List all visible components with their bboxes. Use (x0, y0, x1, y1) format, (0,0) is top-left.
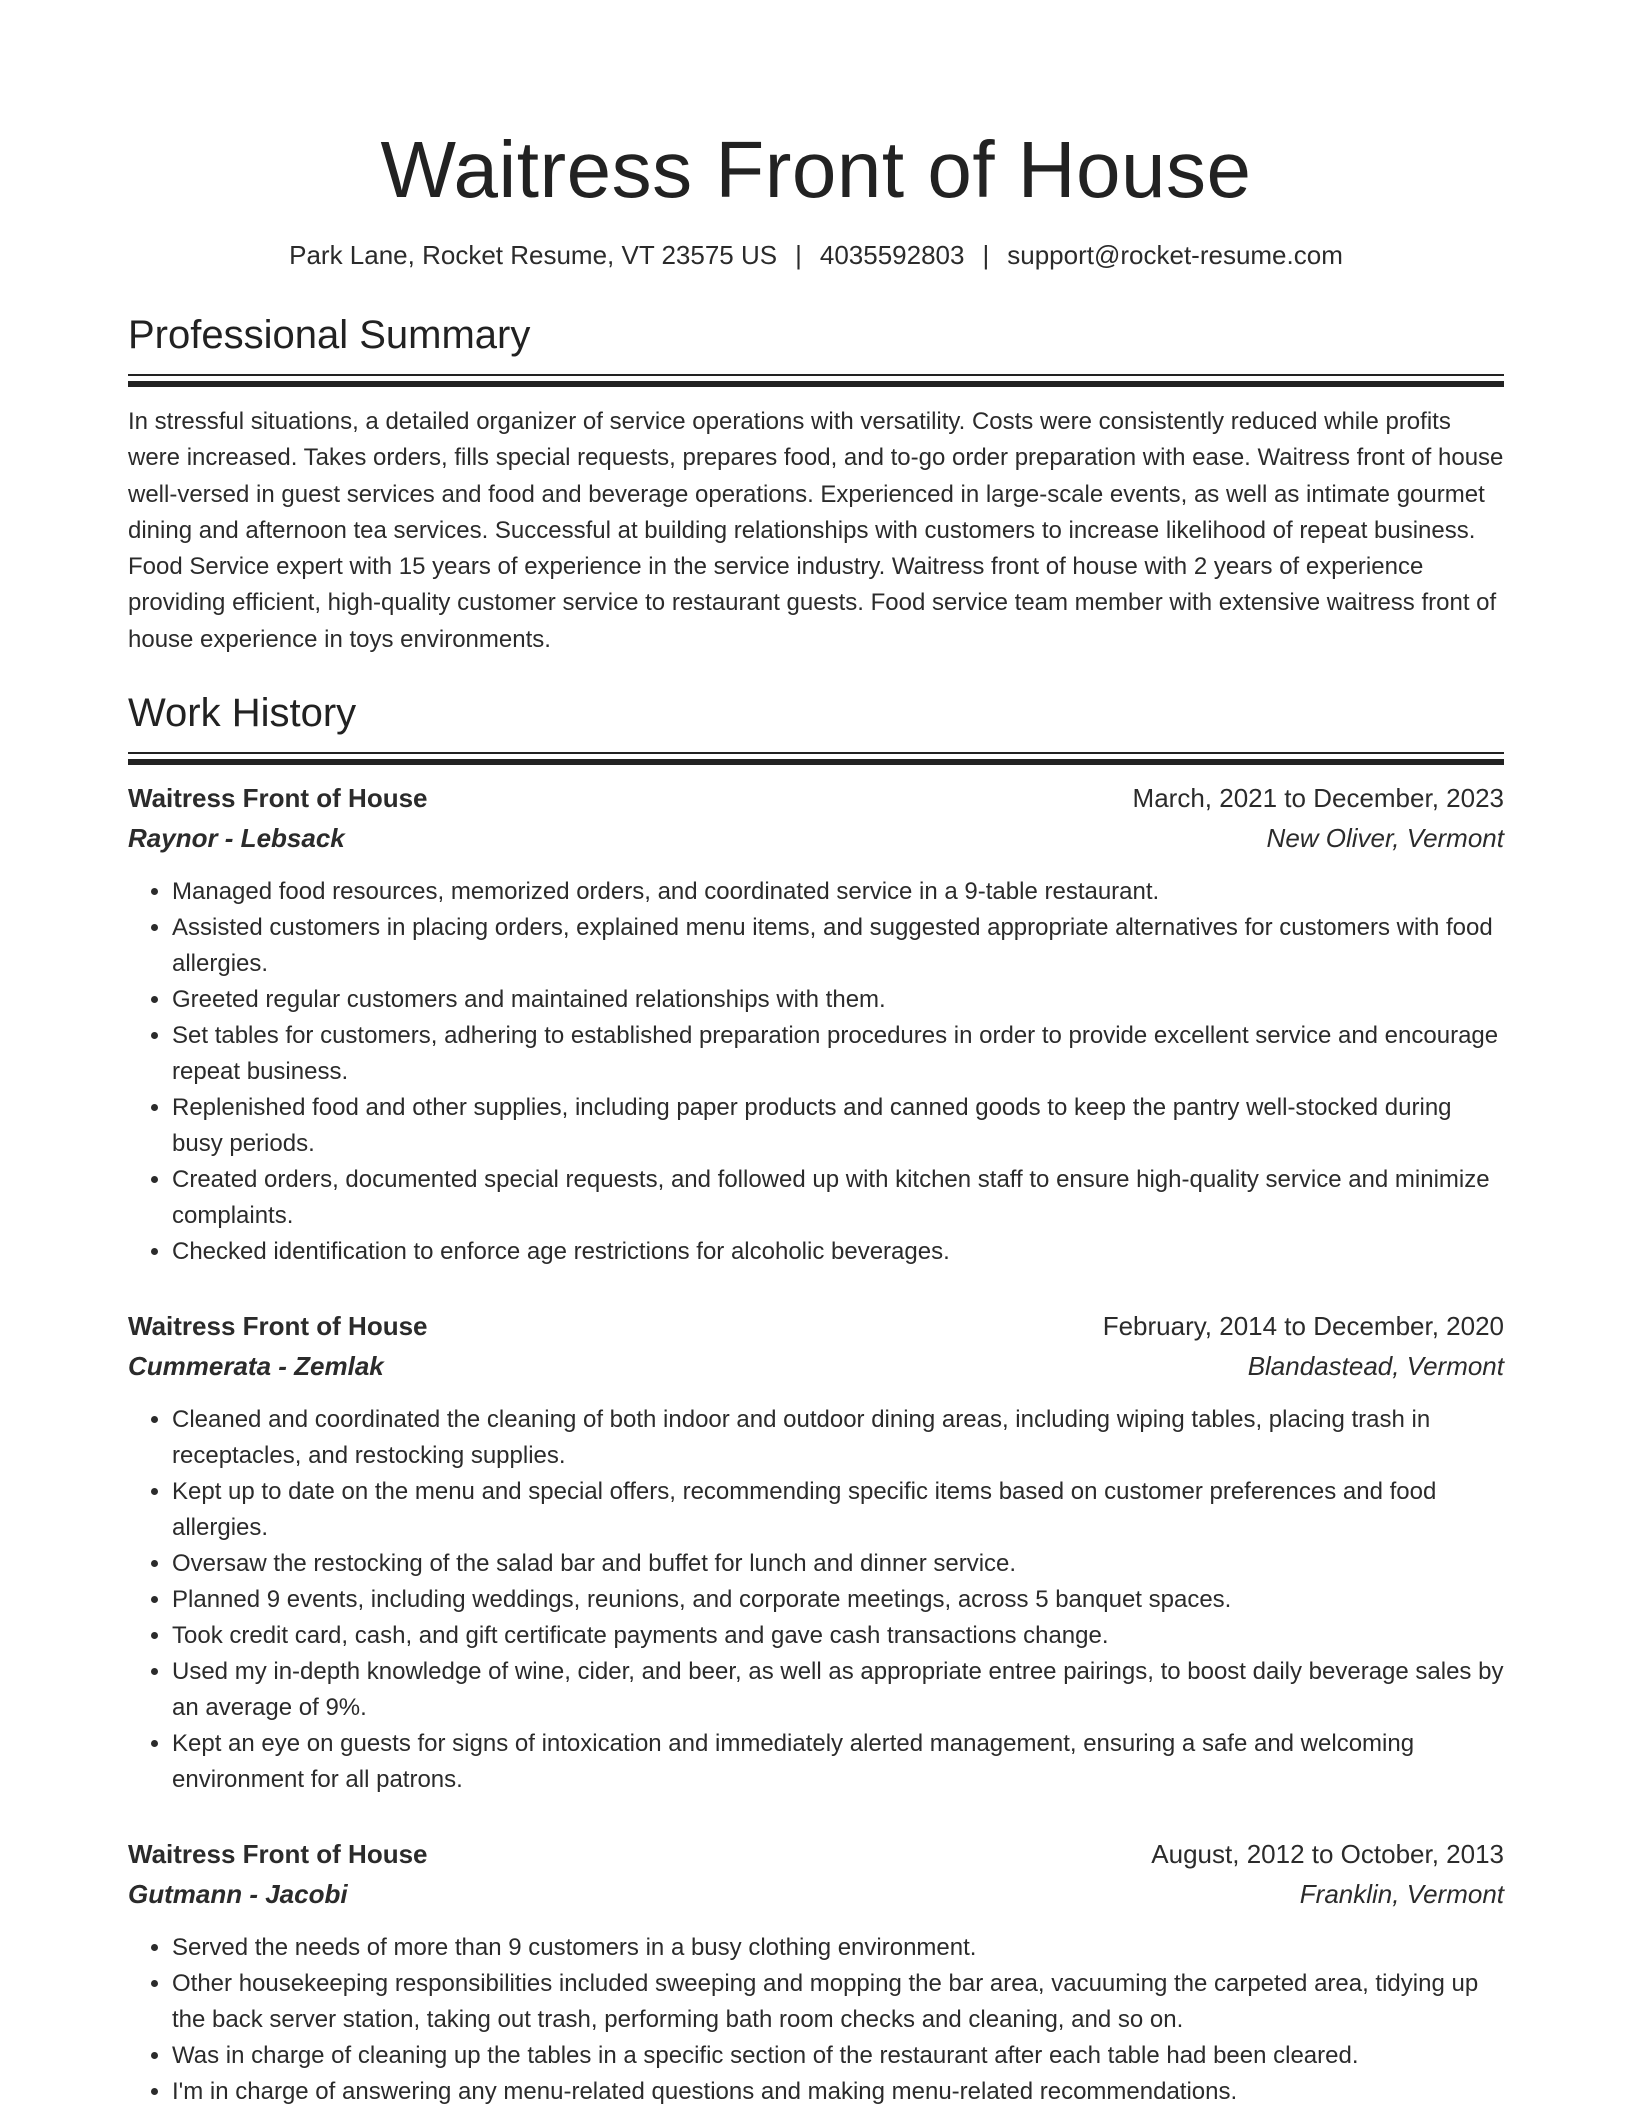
job-subheader (128, 1348, 1504, 1384)
contact-phone: 4035592803 (819, 240, 965, 270)
bullet-item: • Set tables for customers, adhering to established preparation procedures in order to provide excellent service and encourage repeat business. (172, 1018, 1504, 1090)
summary-text: In stressful situations, a detailed organizer of service operations with versatility. Costs were consistently reduced while profits were increased. Takes orders, fills special requests, prepares food, and to-go order preparation with ease. Waitress front of house well-versed in guest services and food and beverage operations. Experienced in large-scale events, as well as intimate gourmet dining and afternoon tea services. Successful at building relationships with customers to increase likelihood of repeat business. Food Service expert with 15 years of experience in the service industry. Waitress front of house with 2 years of experience providing efficient, high-quality customer service to restaurant guests. Food service team member with extensive waitress front of house experience in toys environments. (128, 408, 1504, 653)
job-subheader (128, 1876, 1504, 1912)
job-title: Waitress Front of House (128, 1311, 428, 1342)
job-location: Franklin, Vermont (1299, 1879, 1504, 1910)
job-dates: August, 2012 to October, 2013 (1151, 1839, 1504, 1870)
job-dates: March, 2021 to December, 2023 (1132, 783, 1504, 814)
bullet-item: • Used my in-depth knowledge of wine, cider, and beer, as well as appropriate entree pairings, to boost daily beverage sales by an average of 9%. (172, 1654, 1504, 1726)
contact-email: support@rocket-resume.com (1007, 240, 1343, 270)
section-title-work: Work History (128, 691, 357, 736)
job-location: Blandastead, Vermont (1247, 1351, 1504, 1382)
section-divider (128, 374, 1504, 376)
bullet-item: • Was in charge of cleaning up the tables in a specific section of the restaurant after each table had been cleared. (172, 2038, 1504, 2074)
job-entry (128, 1308, 1504, 1798)
bullet-item: • Kept up to date on the menu and special offers, recommending specific items based on customer preferences and food allergies. (172, 1474, 1504, 1546)
bullet-item: • I'm in charge of answering any menu-related questions and making menu-related recommendations. (172, 2074, 1504, 2110)
job-bullets (128, 1930, 1504, 2110)
job-bullets (128, 874, 1504, 1270)
job-header (128, 780, 1504, 816)
candidate-name: Waitress Front of House (380, 125, 1252, 214)
bullet-item: • Cleaned and coordinated the cleaning of both indoor and outdoor dining areas, including wiping tables, placing trash in receptacles, and restocking supplies. (172, 1402, 1504, 1474)
professional-summary-section (128, 310, 1504, 658)
job-company: Gutmann - Jacobi (128, 1879, 348, 1910)
contact-line (128, 238, 1504, 272)
bullet-item: • Planned 9 events, including weddings, reunions, and corporate meetings, across 5 banquet spaces. (172, 1582, 1504, 1618)
bullet-item: • Greeted regular customers and maintained relationships with them. (172, 982, 1504, 1018)
bullet-item: • Served the needs of more than 9 customers in a busy clothing environment. (172, 1930, 1504, 1966)
contact-separator: | (795, 240, 802, 270)
bullet-item: • Kept an eye on guests for signs of intoxication and immediately alerted management, ensuring a safe and welcoming environment for all patrons. (172, 1726, 1504, 1798)
contact-separator: | (982, 240, 990, 270)
work-history-section (128, 688, 1504, 2110)
contact-address: Park Lane, Rocket Resume, VT 23575 US (289, 240, 778, 270)
job-dates: February, 2014 to December, 2020 (1102, 1311, 1504, 1342)
job-entry (128, 780, 1504, 1270)
section-divider (128, 752, 1504, 754)
bullet-item: • Created orders, documented special requests, and followed up with kitchen staff to ensure high-quality service and minimize complaints. (172, 1162, 1504, 1234)
job-company: Cummerata - Zemlak (128, 1351, 384, 1382)
job-company: Raynor - Lebsack (128, 823, 345, 854)
bullet-item: • Checked identification to enforce age restrictions for alcoholic beverages. (172, 1234, 1504, 1270)
job-entry (128, 1836, 1504, 2110)
bullet-item: • Managed food resources, memorized orders, and coordinated service in a 9-table restaurant. (172, 874, 1504, 910)
bullet-item: • Other housekeeping responsibilities included sweeping and mopping the bar area, vacuuming the carpeted area, tidying up the back server station, taking out trash, performing bath room checks and cleaning, and so on. (172, 1966, 1504, 2038)
job-title: Waitress Front of House (128, 783, 428, 814)
job-header (128, 1308, 1504, 1344)
job-subheader (128, 820, 1504, 856)
bullet-item: • Assisted customers in placing orders, explained menu items, and suggested appropriate alternatives for customers with food allergies. (172, 910, 1504, 982)
section-title-summary: Professional Summary (128, 313, 531, 357)
bullet-item: • Took credit card, cash, and gift certificate payments and gave cash transactions change. (172, 1618, 1504, 1654)
job-location: New Oliver, Vermont (1266, 823, 1504, 854)
job-bullets (128, 1402, 1504, 1798)
bullet-item: • Replenished food and other supplies, including paper products and canned goods to keep the pantry well-stocked during busy periods. (172, 1090, 1504, 1162)
job-title: Waitress Front of House (128, 1839, 428, 1870)
job-header (128, 1836, 1504, 1872)
bullet-item: • Oversaw the restocking of the salad bar and buffet for lunch and dinner service. (172, 1546, 1504, 1582)
